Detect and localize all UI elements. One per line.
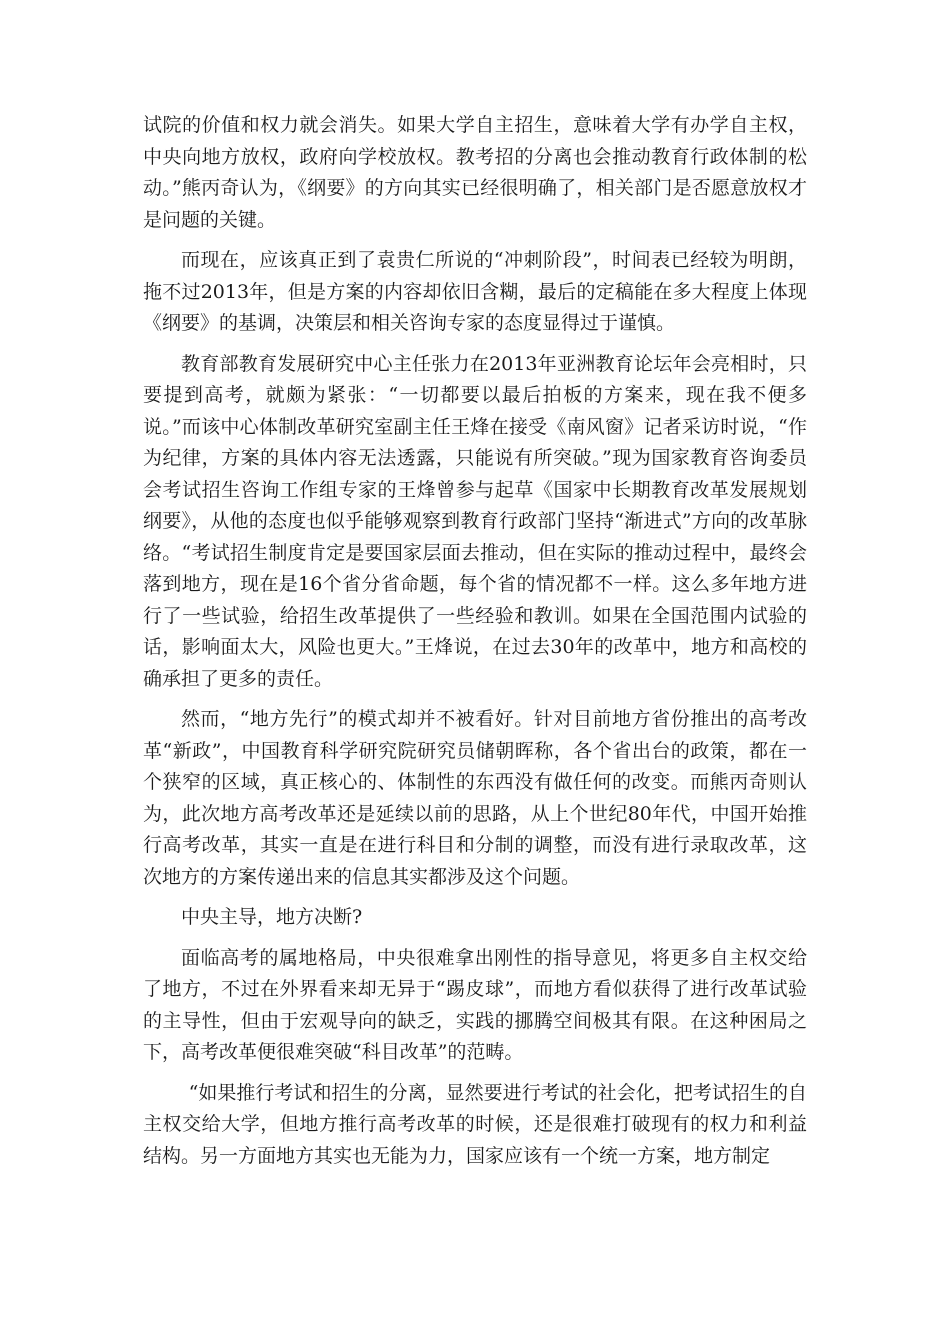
paragraph: 教育部教育发展研究中心主任张力在2013年亚洲教育论坛年会亮相时，只要提到高考，就颇为紧张：“一切都要以最后拍板的方案来，现在我不便多说。”而该中心体制改革研究室副主任王烽在接受《南风窗》记者采访时说，“作为纪律，方案的具体内容无法透露，只能说有所突破。”现为国家教育咨询委员会考试招生咨询工作组专家的王烽曾参与起草《国家中长期教育改革发展规划纲要》，从他的态度也似乎能够观察到教育行政部门坚持“渐进式”方向的改革脉络。“考试招生制度肯定是要国家层面去推动，但在实际的推动过程中，最终会落到地方，现在是16个省分省命题，每个省的情况都不一样。这么多年地方进行了一些试验，给招生改革提供了一些经验和教训。如果在全国范围内试验的话，影响面太大，风险也更大。”王烽说，在过去30年的改革中，地方和高校的确承担了更多的责任。 [143, 352, 807, 690]
paragraph: 面临高考的属地格局，中央很难拿出刚性的指导意见，将更多自主权交给了地方，不过在外界看来却无异于“踢皮球”，而地方看似获得了进行改革试验的主导性，但由于宏观导向的缺乏，实践的挪腾空间极其有限。在这种困局之下，高考改革便很难突破“科目改革”的范畴。 [143, 946, 807, 1063]
paragraph: 然而，“地方先行”的模式却并不被看好。针对目前地方省份推出的高考改革“新政”，中国教育科学研究院研究员储朝晖称，各个省出台的政策，都在一个狭窄的区域，真正核心的、体制性的东西没有做任何的改变。而熊丙奇则认为，此次地方高考改革还是延续以前的思路，从上个世纪80年代，中国开始推行高考改革，其实一直是在进行科目和分制的调整，而没有进行录取改革，这次地方的方案传递出来的信息其实都涉及这个问题。 [143, 708, 807, 888]
section-heading: 中央主导，地方决断? [181, 906, 363, 928]
paragraph-continuation: 试院的价值和权力就会消失。如果大学自主招生，意味着大学有办学自主权，中央向地方放权，政府向学校放权。教考招的分离也会推动教育行政体制的松动。”熊丙奇认为，《纲要》的方向其实已经很明确了，相关部门是否愿意放权才是问题的关键。 [143, 114, 807, 231]
paragraph: 而现在，应该真正到了袁贵仁所说的“冲刺阶段”，时间表已经较为明朗，拖不过2013年，但是方案的内容却依旧含糊，最后的定稿能在多大程度上体现《纲要》的基调，决策层和相关咨询专家的态度显得过于谨慎。 [143, 249, 807, 334]
article-body [143, 110, 807, 1181]
paragraph: “如果推行考试和招生的分离，显然要进行考试的社会化，把考试招生的自主权交给大学，但地方推行高考改革的时候，还是很难打破现有的权力和利益结构。另一方面地方其实也无能为力，国家应该有一个统一方案，地方制定 [143, 1081, 807, 1167]
